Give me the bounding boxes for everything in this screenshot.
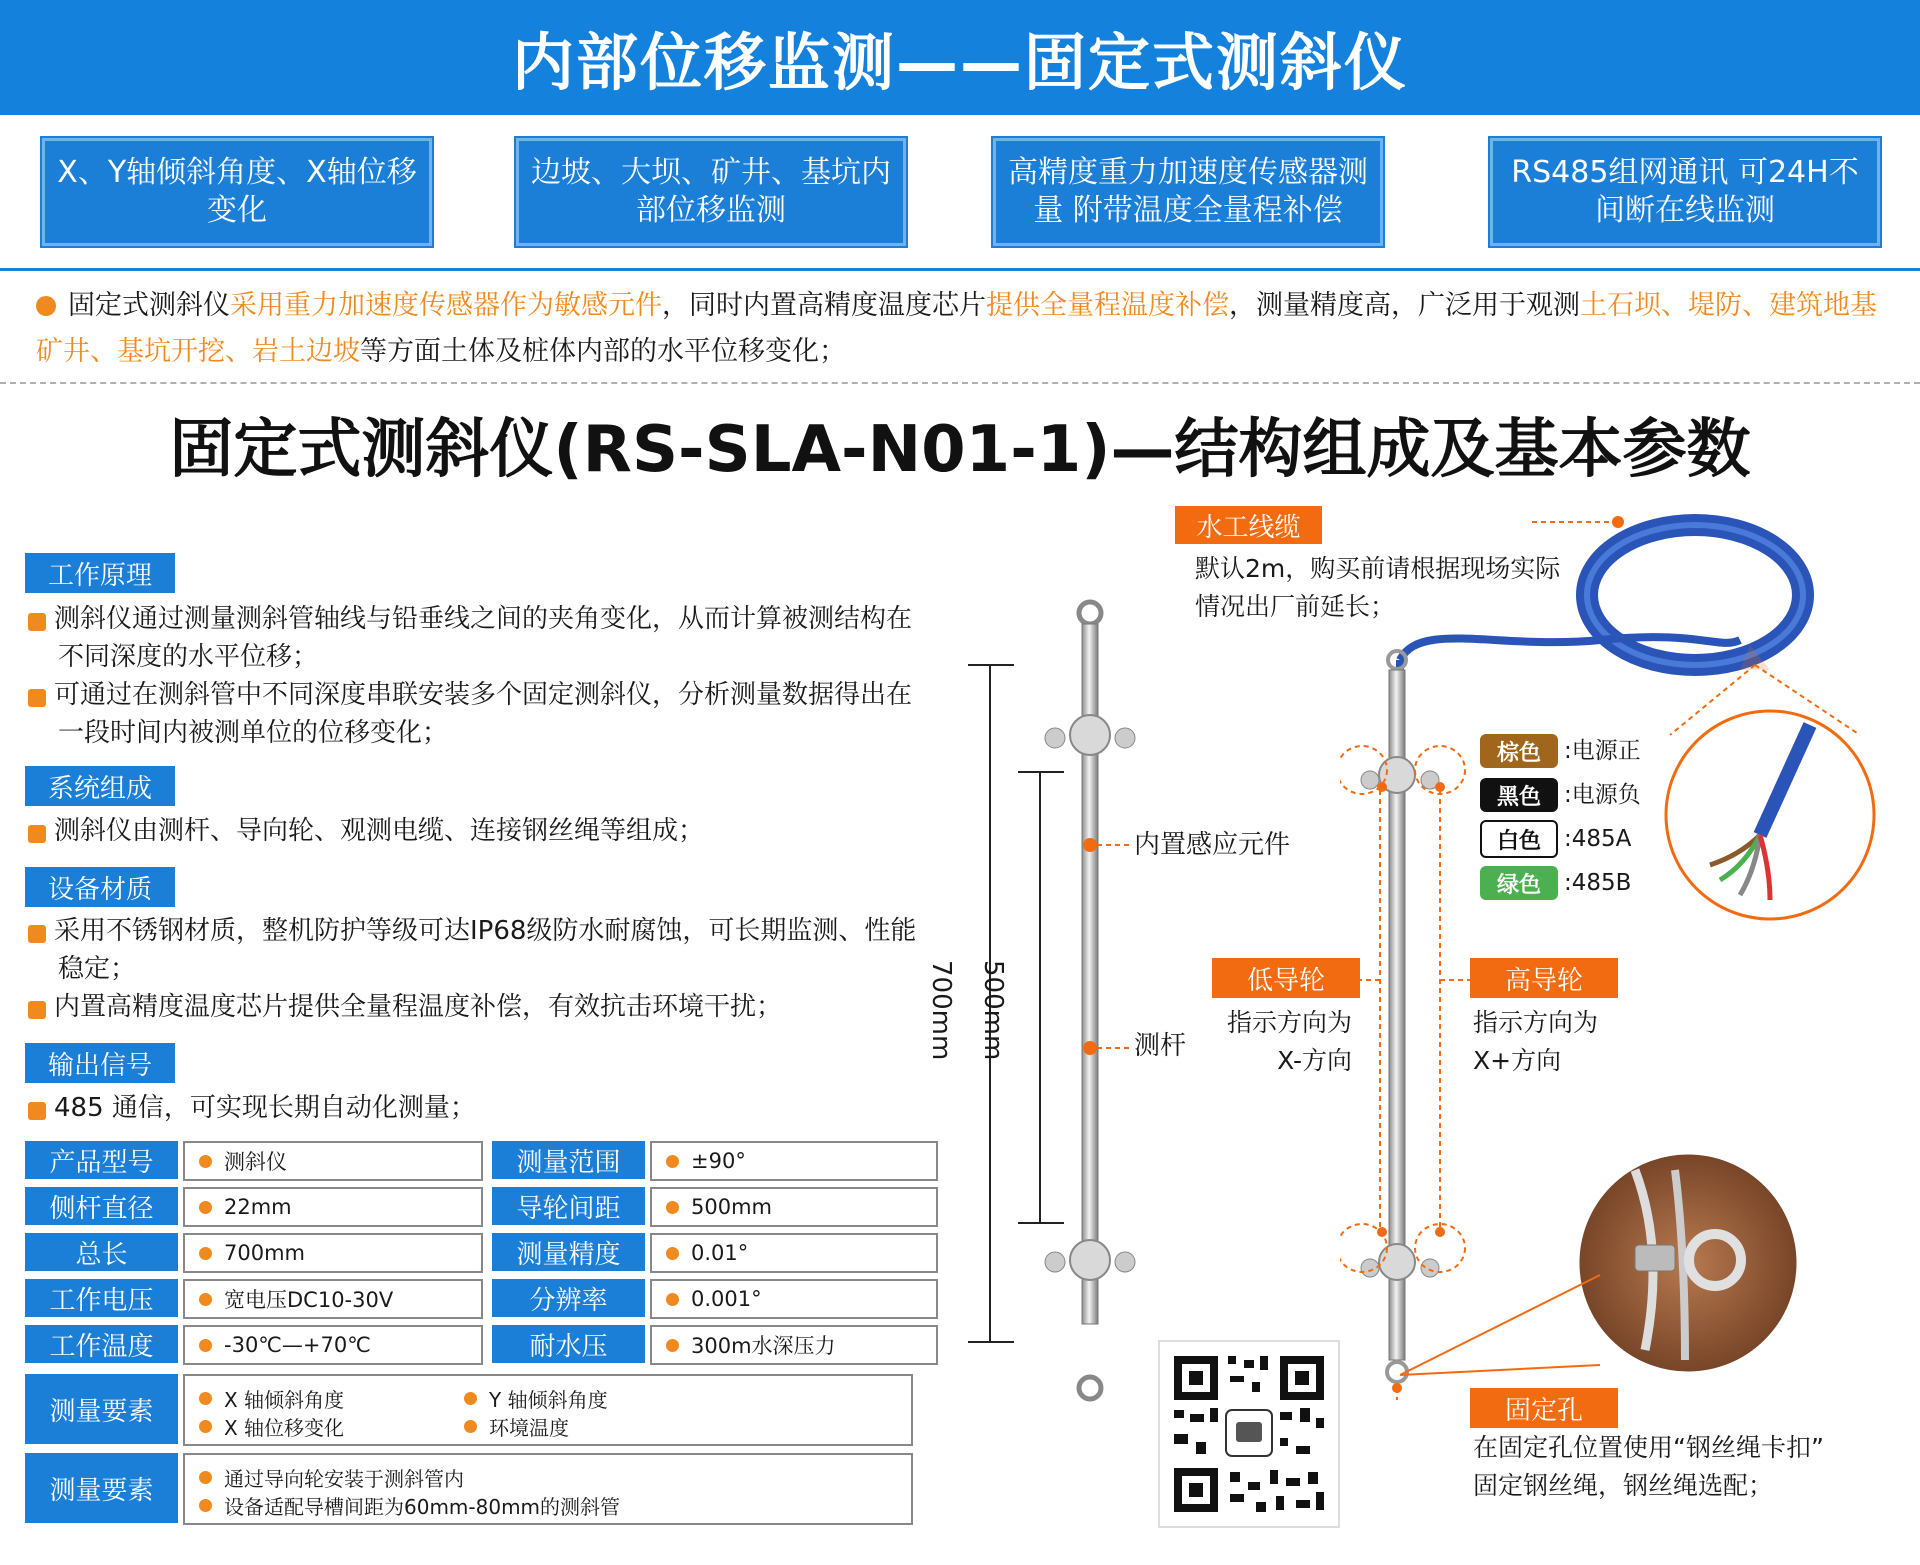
qr-code[interactable] — [1158, 1340, 1340, 1528]
cable-description: 默认2m，购买前请根据现场实际 情况出厂前延长； — [1195, 554, 1561, 621]
bullet-icon — [36, 296, 56, 316]
spec-label: 工作温度 — [25, 1325, 178, 1363]
material-list: 1 采用不锈钢材质，整机防护等级可达IP68级防水耐腐蚀，可长期监测、性能稳定； 2 内置高精度温度芯片提供全量程温度补偿，有效抗击环境干扰； — [17, 916, 917, 1022]
dashed-divider — [0, 382, 1920, 384]
spec-value: 500mm — [650, 1187, 938, 1227]
spec-label: 产品型号 — [25, 1141, 178, 1179]
dimension-700-label: 700mm — [926, 960, 956, 1061]
intro-paragraph: 固定式测斜仪采用重力加速度传感器作为敏感元件，同时内置高精度温度芯片提供全量程温度补偿，测量精度高，广泛用于观测土石坝、堤防、建筑地基矿井、基坑开挖、岩土边坡等方面土体及桩体内部的水平位移变化； — [36, 290, 1877, 367]
spec-label: 工作电压 — [25, 1279, 178, 1317]
cable-tag: 水工线缆 — [1175, 506, 1322, 544]
rod-label: 测杆 — [1134, 1031, 1187, 1061]
divider — [0, 268, 1920, 271]
principle-list: 1 测斜仪通过测量测斜管轴线与铅垂线之间的夹角变化，从而计算被测结构在不同深度的水平位移； 2 可通过在测斜管中不同深度串联安装多个固定测斜仪，分析测量数据得出在一段时间内被测单位的位移变化； — [17, 604, 913, 748]
output-list: 1 485 通信，可实现长期自动化测量； — [17, 1093, 476, 1123]
wire-white-tag: 白色 — [1480, 820, 1558, 858]
wire-black-tag: 黑色 — [1480, 778, 1558, 812]
section-title-principle: 工作原理 — [25, 553, 175, 593]
section-title-output: 输出信号 — [25, 1043, 175, 1083]
spec-label: 侧杆直径 — [25, 1187, 178, 1225]
dimension-500-label: 500mm — [978, 960, 1008, 1061]
spec-label: 总长 — [25, 1233, 178, 1271]
measure-values-2: 通过导向轮安装于测斜管内 设备适配导槽间距为60mm-80mm的测斜管 — [183, 1453, 913, 1525]
spec-label: 测量范围 — [492, 1141, 645, 1179]
fix-hole-tag: 固定孔 — [1470, 1388, 1618, 1428]
section-title-system: 系统组成 — [25, 766, 175, 806]
system-list: 1 测斜仪由测杆、导向轮、观测电缆、连接钢丝绳等组成； — [17, 816, 705, 846]
measure-values-1: X 轴倾斜角度 Y 轴倾斜角度 X 轴位移变化 环境温度 — [183, 1374, 913, 1446]
spec-value: 测斜仪 — [183, 1141, 483, 1181]
fix-hole-desc: 在固定孔位置使用“钢丝绳卡扣” 固定钢丝绳，钢丝绳选配； — [1473, 1433, 1824, 1500]
measure-label-2: 测量要素 — [25, 1453, 178, 1523]
photo-leader-lines — [1400, 1270, 1610, 1380]
low-wheel-desc: 指示方向为 X-方向 — [1226, 1008, 1352, 1075]
spec-label: 测量精度 — [492, 1233, 645, 1271]
high-wheel-desc: 指示方向为 X+方向 — [1473, 1008, 1599, 1075]
wire-legend: 棕色 :电源正 黑色 :电源负 白色 :485A 绿色 :485B — [1480, 732, 1641, 902]
spec-value: -30℃—+70℃ — [183, 1325, 483, 1365]
spec-value: 宽电压DC10-30V — [183, 1279, 483, 1319]
low-wheel-tag: 低导轮 — [1212, 958, 1360, 998]
sensor-label: 内置感应元件 — [1134, 830, 1291, 860]
spec-label: 耐水压 — [492, 1325, 645, 1363]
feature-box-2: 边坡、大坝、矿井、基坑内部位移监测 — [516, 138, 906, 246]
spec-label: 导轮间距 — [492, 1187, 645, 1225]
feature-box-3: 高精度重力加速度传感器测量 附带温度全量程补偿 — [993, 138, 1383, 246]
wire-brown-tag: 棕色 — [1480, 734, 1558, 768]
feature-box-4: RS485组网通讯 可24H不间断在线监测 — [1490, 138, 1880, 246]
qr-code-icon — [1160, 1342, 1338, 1526]
spec-value: 0.01° — [650, 1233, 938, 1273]
wire-zoom-circle — [1660, 705, 1880, 925]
spec-value: 700mm — [183, 1233, 483, 1273]
spec-value: 22mm — [183, 1187, 483, 1227]
page-header: 内部位移监测——固定式测斜仪 — [0, 0, 1920, 115]
section-title-material: 设备材质 — [25, 867, 175, 907]
high-wheel-tag: 高导轮 — [1470, 958, 1618, 998]
spec-value: ±90° — [650, 1141, 938, 1181]
feature-box-1: X、Y轴倾斜角度、X轴位移变化 — [42, 138, 432, 246]
main-title: 固定式测斜仪(RS-SLA-N01-1)—结构组成及基本参数 — [169, 413, 1751, 487]
measure-label-1: 测量要素 — [25, 1374, 178, 1444]
spec-value: 300m水深压力 — [650, 1325, 938, 1365]
spec-value: 0.001° — [650, 1279, 938, 1319]
wire-green-tag: 绿色 — [1480, 866, 1558, 900]
spec-label: 分辨率 — [492, 1279, 645, 1317]
